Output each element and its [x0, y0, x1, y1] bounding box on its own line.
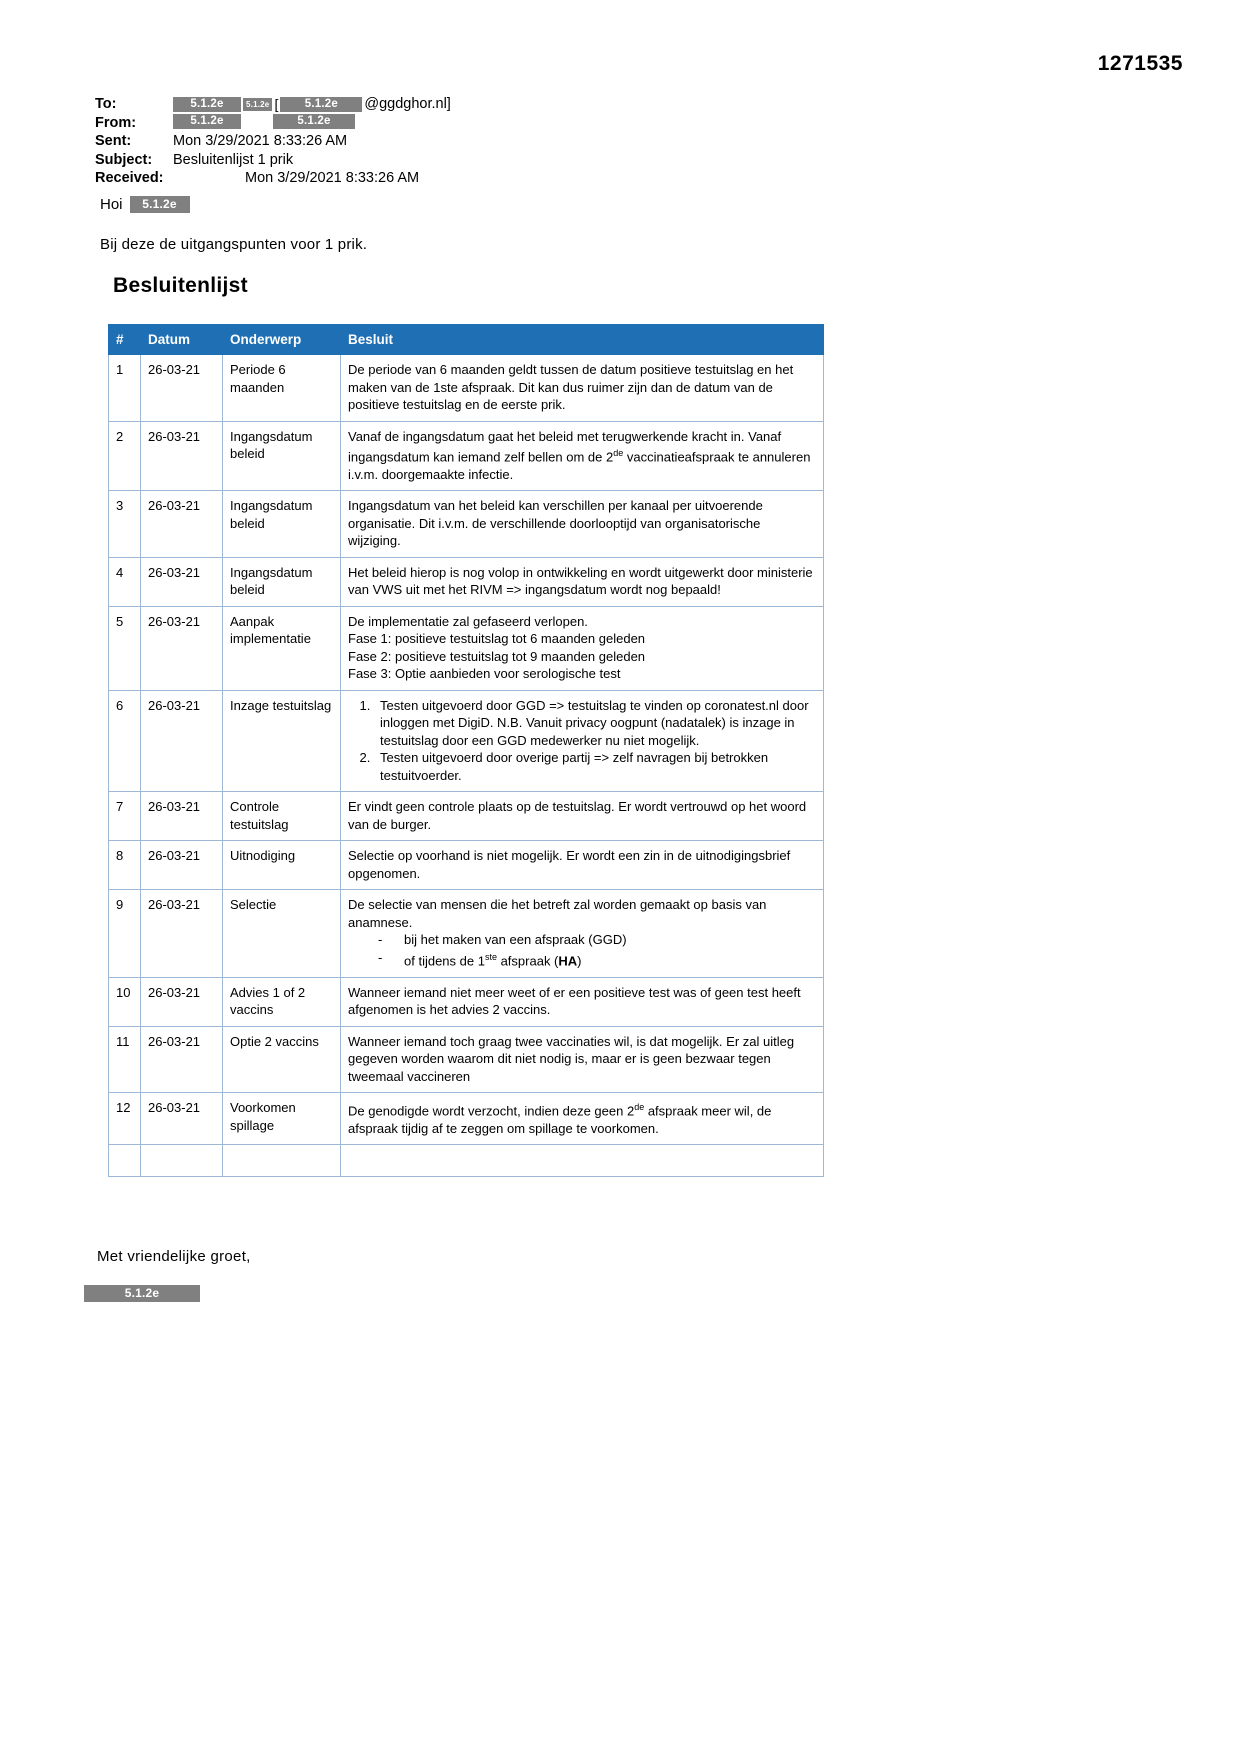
email-from-row [95, 114, 795, 133]
redaction-block: 5.1.2e [273, 114, 355, 129]
cell-decision: Wanneer iemand toch graag twee vaccinaties wil, is dat mogelijk. Er zal uitleg gegeven worden waarom dit niet nodig is, maar er is geen bezwaar tegen tweemaal vaccineren [341, 1026, 824, 1093]
decision-line: Fase 3: Optie aanbieden voor serologische test [348, 666, 621, 682]
decision-superscript: ste [484, 951, 497, 962]
cell-decision [341, 606, 824, 690]
cell-date: 26-03-21 [141, 841, 223, 890]
cell-subject: Ingangsdatum beleid [223, 491, 341, 558]
decision-list-item [378, 949, 816, 970]
cell-subject: Ingangsdatum beleid [223, 557, 341, 606]
cell-subject: Ingangsdatum beleid [223, 421, 341, 491]
table-row [109, 690, 824, 792]
cell-date: 26-03-21 [141, 890, 223, 977]
column-header-subject: Onderwerp [223, 325, 341, 355]
cell-date: 26-03-21 [141, 491, 223, 558]
email-from-value [173, 114, 795, 129]
bracket-open: [ [274, 96, 279, 112]
table-row [109, 355, 824, 422]
email-received-label: Received: [95, 170, 164, 186]
redaction-block: 5.1.2e [130, 196, 190, 213]
cell-subject: Aanpak implementatie [223, 606, 341, 690]
cell-date: 26-03-21 [141, 355, 223, 422]
cell-subject: Advies 1 of 2 vaccins [223, 977, 341, 1026]
email-to-row [95, 95, 795, 114]
table-header-row [109, 325, 824, 355]
cell-decision: Er vindt geen controle plaats op de testuitslag. Er wordt vertrouwd op het woord van de burger. [341, 792, 824, 841]
decision-text-pre: Vanaf de ingangsdatum gaat het beleid met terugwerkende kracht in. Vanaf ingangsdatum kan iemand zelf bellen om de 2 [348, 428, 782, 465]
signoff-text: Met vriendelijke groet, [97, 1248, 251, 1265]
page-title: Besluitenlijst [113, 274, 248, 297]
intro-paragraph: Bij deze de uitgangspunten voor 1 prik. [100, 236, 368, 253]
email-sent-value: Mon 3/29/2021 8:33:26 AM [173, 133, 348, 149]
table-row [109, 1093, 824, 1145]
decision-list-item: 2. Testen uitgevoerd door overige partij => zelf navragen bij betrokken testuitvoerder. [374, 749, 816, 784]
cell-empty [109, 1145, 141, 1177]
decision-line: Fase 1: positieve testuitslag tot 6 maanden geleden [348, 631, 646, 647]
cell-number: 8 [109, 841, 141, 890]
cell-date: 26-03-21 [141, 557, 223, 606]
cell-decision [341, 690, 824, 792]
email-received-row [95, 169, 795, 188]
cell-decision: Selectie op voorhand is niet mogelijk. Er wordt een zin in de uitnodigingsbrief opgenomen. [341, 841, 824, 890]
email-from-label: From: [95, 114, 137, 131]
cell-decision [341, 421, 824, 491]
decision-text-pre: De genodigde wordt verzocht, indien deze geen 2 [348, 1103, 635, 1119]
email-subject-row [95, 151, 795, 170]
column-header-decision: Besluit [341, 325, 824, 355]
cell-number: 9 [109, 890, 141, 977]
table-row [109, 606, 824, 690]
decision-list-item: - bij het maken van een afspraak (GGD) [378, 931, 816, 949]
cell-subject: Voorkomen spillage [223, 1093, 341, 1145]
cell-subject: Selectie [223, 890, 341, 977]
cell-subject: Controle testuitslag [223, 792, 341, 841]
decision-text-mid: afspraak ( [496, 953, 559, 969]
email-to-value [173, 95, 795, 114]
redaction-block: 5.1.2e [173, 114, 241, 129]
cell-decision: Wanneer iemand niet meer weet of er een positieve test was of geen test heeft afgenomen is het advies 2 vaccins. [341, 977, 824, 1026]
table-row [109, 792, 824, 841]
table-row [109, 977, 824, 1026]
decision-text-post: vaccinatieafspraak te annuleren i.v.m. doorgemaakte infectie. [348, 449, 811, 482]
decision-line: De implementatie zal gefaseerd verlopen. [348, 613, 588, 629]
cell-number: 1 [109, 355, 141, 422]
email-sent-label: Sent: [95, 133, 132, 149]
signature-redaction [84, 1285, 200, 1303]
decision-text-post: ) [577, 953, 582, 969]
cell-number: 5 [109, 606, 141, 690]
column-header-number: # [109, 325, 141, 355]
cell-date: 26-03-21 [141, 792, 223, 841]
cell-decision: De periode van 6 maanden geldt tussen de datum positieve testuitslag en het maken van de 1ste afspraak. Dit kan dus ruimer zijn dan de datum van de positieve testuitslag en de eerste prik. [341, 355, 824, 422]
decisions-table [108, 324, 824, 1177]
cell-subject: Optie 2 vaccins [223, 1026, 341, 1093]
cell-number: 4 [109, 557, 141, 606]
decision-dash-list [348, 931, 816, 969]
column-header-date: Datum [141, 325, 223, 355]
email-subject-value: Besluitenlijst 1 prik [173, 151, 294, 168]
redaction-block: 5.1.2e [173, 97, 241, 112]
decision-text-post: afspraak meer wil, de afspraak tijdig af te zeggen om spillage te voorkomen. [348, 1103, 772, 1136]
table-row [109, 890, 824, 977]
cell-date: 26-03-21 [141, 421, 223, 491]
table-row [109, 421, 824, 491]
email-to-label: To: [95, 96, 117, 112]
cell-date: 26-03-21 [141, 1093, 223, 1145]
cell-date: 26-03-21 [141, 606, 223, 690]
cell-empty [223, 1145, 341, 1177]
cell-decision: Het beleid hierop is nog volop in ontwikkeling en wordt uitgewerkt door ministerie van VWS uit met het RIVM => ingangsdatum wordt nog bepaald! [341, 557, 824, 606]
table-row [109, 557, 824, 606]
cell-empty [141, 1145, 223, 1177]
cell-decision [341, 1093, 824, 1145]
cell-date: 26-03-21 [141, 1026, 223, 1093]
email-subject-label: Subject: [95, 151, 153, 168]
email-header [95, 95, 795, 188]
cell-decision: Ingangsdatum van het beleid kan verschillen per kanaal per uitvoerende organisatie. Dit i.v.m. de verschillende doorlooptijd van organisatorische wijziging. [341, 491, 824, 558]
decision-superscript: de [634, 1102, 645, 1113]
email-received-value: Mon 3/29/2021 8:33:26 AM [245, 170, 420, 186]
decision-text-pre: of tijdens de 1 [404, 953, 485, 969]
cell-subject: Periode 6 maanden [223, 355, 341, 422]
decisions-table-wrapper [108, 324, 823, 1177]
table-row [109, 491, 824, 558]
decision-superscript: de [613, 448, 624, 458]
greeting-line [100, 196, 190, 213]
table-row [109, 1026, 824, 1093]
decision-line: Fase 2: positieve testuitslag tot 9 maanden geleden [348, 648, 646, 664]
decision-line: De selectie van mensen die het betreft zal worden gemaakt op basis van anamnese. [348, 897, 767, 930]
cell-subject: Inzage testuitslag [223, 690, 341, 792]
table-row [109, 841, 824, 890]
cell-date: 26-03-21 [141, 977, 223, 1026]
cell-number: 11 [109, 1026, 141, 1093]
table-row-empty [109, 1145, 824, 1177]
decision-text-bold: HA [558, 953, 578, 969]
redaction-block: 5.1.2e [84, 1285, 200, 1302]
cell-number: 6 [109, 690, 141, 792]
cell-date: 26-03-21 [141, 690, 223, 792]
redaction-block: 5.1.2e [243, 98, 272, 111]
cell-number: 7 [109, 792, 141, 841]
cell-decision [341, 890, 824, 977]
cell-number: 2 [109, 421, 141, 491]
cell-empty [341, 1145, 824, 1177]
email-domain: @ggdghor.nl] [364, 96, 451, 112]
greeting-text: Hoi [100, 196, 123, 213]
decision-list-item: 1. Testen uitgevoerd door GGD => testuitslag te vinden op coronatest.nl door inloggen met DigiD. N.B. Vanuit privacy oogpunt (nadatalek) is inzage in testuitslag door een GGD medewerker nu niet mogelijk. [374, 697, 816, 750]
cell-number: 10 [109, 977, 141, 1026]
document-number: 1271535 [1097, 52, 1183, 75]
cell-subject: Uitnodiging [223, 841, 341, 890]
email-sent-row [95, 132, 795, 151]
cell-number: 12 [109, 1093, 141, 1145]
redaction-block: 5.1.2e [280, 97, 362, 112]
cell-number: 3 [109, 491, 141, 558]
decision-ordered-list [348, 697, 816, 785]
